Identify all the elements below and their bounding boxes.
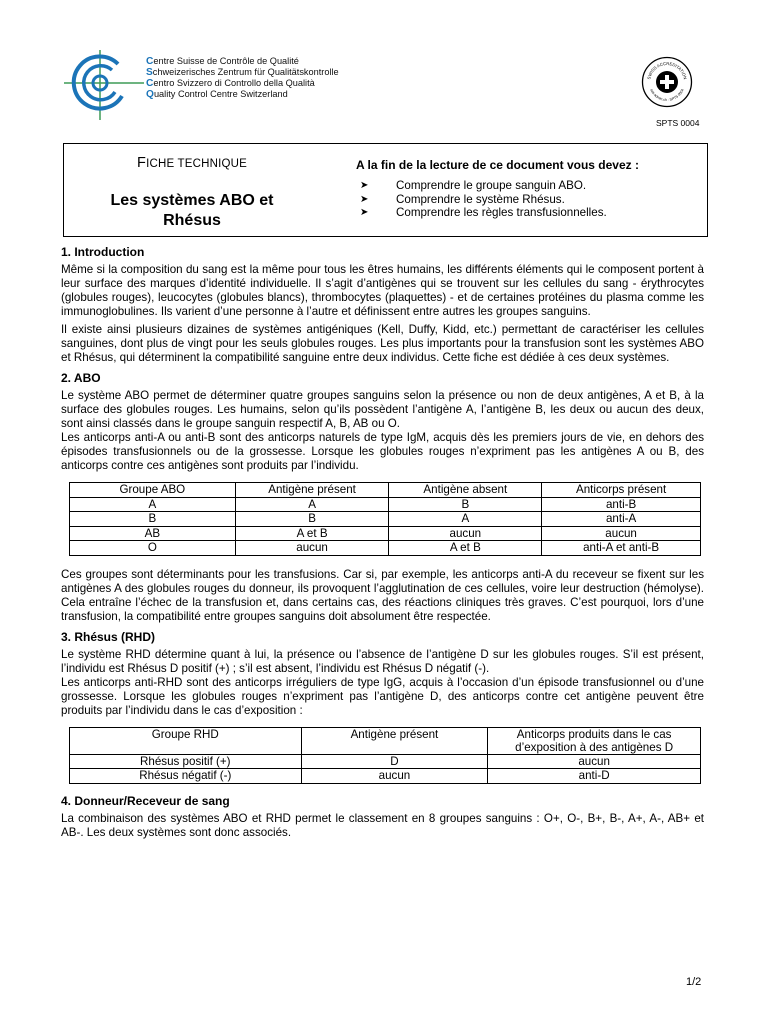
arrow-bullet-icon: ➤ <box>360 180 369 191</box>
table-cell: Rhésus positif (+) <box>70 754 302 769</box>
arrow-bullet-icon: ➤ <box>360 207 369 218</box>
paragraph: Il existe ainsi plusieurs dizaines de systèmes antigéniques (Kell, Duffy, Kidd, etc.) permettant de caractériser les cellules sanguines, dont plus de vingt pour les seuls globules rouges. Les plus importants pour la transfusion sont les systèmes ABO et Rhésus, qui déterminent la compatibilité sanguine entre deux individus. Cette fiche est dédiée à ces deux systèmes. <box>61 323 704 364</box>
table-cell: O <box>70 541 236 556</box>
table-cell: B <box>235 512 389 527</box>
header-box <box>63 143 708 237</box>
document-title: Les systèmes ABO et Rhésus <box>110 192 274 229</box>
objectives-heading: A la fin de la lecture de ce document vous devez : <box>356 158 639 172</box>
column-header: Antigène absent <box>389 483 542 498</box>
table-cell: aucun <box>488 754 701 769</box>
fiche-technique-label: FICHE TECHNIQUE <box>137 155 248 171</box>
cscq-logo-icon <box>64 50 144 120</box>
table-cell: A <box>235 497 389 512</box>
table-cell: D <box>301 754 488 769</box>
table-cell: B <box>389 497 542 512</box>
paragraph: La combinaison des systèmes ABO et RHD permet le classement en 8 groupes sanguins : O+, O-, B+, B-, A+, A-, AB+ et AB-. Les deux systèmes sont donc associés. <box>61 811 704 839</box>
table-cell: anti-A <box>542 512 701 527</box>
table-cell: anti-D <box>488 769 701 784</box>
table-row <box>70 754 701 769</box>
column-header: Anticorps présent <box>542 483 701 498</box>
column-header: Antigène présent <box>235 483 389 498</box>
table-cell: AB <box>70 526 236 541</box>
table-cell: Rhésus négatif (-) <box>70 769 302 784</box>
column-header: Antigène présent <box>301 727 488 754</box>
paragraph: Le système ABO permet de déterminer quatre groupes sanguins selon la présence ou non de deux antigènes, A et B, à la surface des globules rouges. Les humains, selon qu’ils possèdent l’antigène A, l’antigène B, les deux ou aucun des deux, sont ainsi classés dans le groupe sanguin respectif A, B, AB ou O. <box>61 389 704 430</box>
table-cell: aucun <box>542 526 701 541</box>
table-cell: B <box>70 512 236 527</box>
section-heading-introduction: 1. Introduction <box>61 245 145 259</box>
paragraph: Ces groupes sont déterminants pour les transfusions. Car si, par exemple, les anticorps anti-A du receveur se fixent sur les antigènes A des globules rouges du donneur, ils provoquent l’agglutination de ces cellules, voire leur destruction (hémolyse). Cela entraîne l’échec de la transfusion et, dans certains cas, des réactions cliniques très graves. C’est pourquoi, lors d’une transfusion, la compatibilité entre groupes sanguins doit absolument être respectée. <box>61 567 704 623</box>
table-header-row <box>70 727 701 754</box>
arrow-bullet-icon: ➤ <box>360 193 369 205</box>
table-row <box>70 497 701 512</box>
table-cell: anti-B <box>542 497 701 512</box>
section-heading-rhesus: 3. Rhésus (RHD) <box>61 629 156 644</box>
section-heading-abo: 2. ABO <box>61 371 101 385</box>
column-header: Groupe RHD <box>70 727 302 754</box>
paragraph: Même si la composition du sang est la même pour tous les êtres humains, les différents éléments qui le composent portent à leur surface des marques d’identité individuelle. Il s’agit d’antigènes qui se trouvent sur les cellules du sang - érythrocytes (globules rouges), leucocytes (globules blancs), thrombocytes (plaquettes) - et de certaines protéines du plasma comme les immunoglobulines. Ils varient d’une personne à l’autre et définissent entre autres les groupes sanguins. <box>61 263 704 318</box>
swiss-accreditation-seal-icon <box>641 56 693 108</box>
table-cell: A et B <box>235 526 389 541</box>
objectives-list <box>360 179 607 220</box>
paragraph: Le système RHD détermine quant à lui, la présence ou l’absence de l’antigène D sur les globules rouges. S’il est présent, l’individu est Rhésus D positif (+) ; s’il est absent, l’individu est Rhésus D négatif (-). <box>61 647 704 675</box>
organization-name: Centre Suisse de Contrôle de Qualité Schweizerisches Zentrum für Qualitätskontrolle Centro Svizzero di Controllo della Qualità Quality Control Centre Switzerland <box>146 56 339 100</box>
table-cell: aucun <box>389 526 542 541</box>
table-cell: A <box>389 512 542 527</box>
column-header: Anticorps produits dans le cas d’exposition à des antigènes D <box>488 727 701 754</box>
table-header-row <box>70 483 701 498</box>
table-cell: aucun <box>301 769 488 784</box>
table-cell: anti-A et anti-B <box>542 541 701 556</box>
table-cell: A <box>70 497 236 512</box>
section-heading-donneur-receveur: 4. Donneur/Receveur de sang <box>61 793 230 808</box>
objective-item: ➤ Comprendre le groupe sanguin ABO. <box>360 179 587 192</box>
rhd-table <box>69 727 701 784</box>
table-cell: aucun <box>235 541 389 556</box>
document-code: SPTS 0004 <box>656 118 700 128</box>
table-row <box>70 769 701 784</box>
table-row <box>70 512 701 527</box>
column-header: Groupe ABO <box>70 483 236 498</box>
abo-table <box>69 482 701 556</box>
table-row <box>70 526 701 541</box>
objective-item: ➤ Comprendre le système Rhésus. <box>360 192 565 206</box>
page-number: 1/2 <box>686 976 702 988</box>
document-body <box>61 245 704 840</box>
table-row <box>70 541 701 556</box>
svg-text:sas.admin.ch · SPTS 0004: sas.admin.ch · SPTS 0004 <box>649 88 685 103</box>
objective-item: ➤ Comprendre les règles transfusionnelles. <box>360 206 607 219</box>
paragraph: Les anticorps anti-RHD sont des anticorps irréguliers de type IgG, acquis à l’occasion d’un épisode transfusionnel ou d’une grossesse. Lorsque les globules rouges n’expriment pas l’antigène D, des anticorps contre cet antigène peuvent être produits par l’individu dans le cas d’exposition : <box>61 675 704 717</box>
svg-text:SWISS ACCREDITATION: SWISS ACCREDITATION <box>646 60 688 80</box>
paragraph: Les anticorps anti-A ou anti-B sont des anticorps naturels de type IgM, acquis dès les premiers jours de vie, en dehors des épisodes transfusionnels ou de la grossesse. Lorsque les globules rouges n’expriment pas les antigènes A ou B, des anticorps contre ces antigènes sont produits par l’individu. <box>61 431 704 472</box>
table-cell: A et B <box>389 541 542 556</box>
